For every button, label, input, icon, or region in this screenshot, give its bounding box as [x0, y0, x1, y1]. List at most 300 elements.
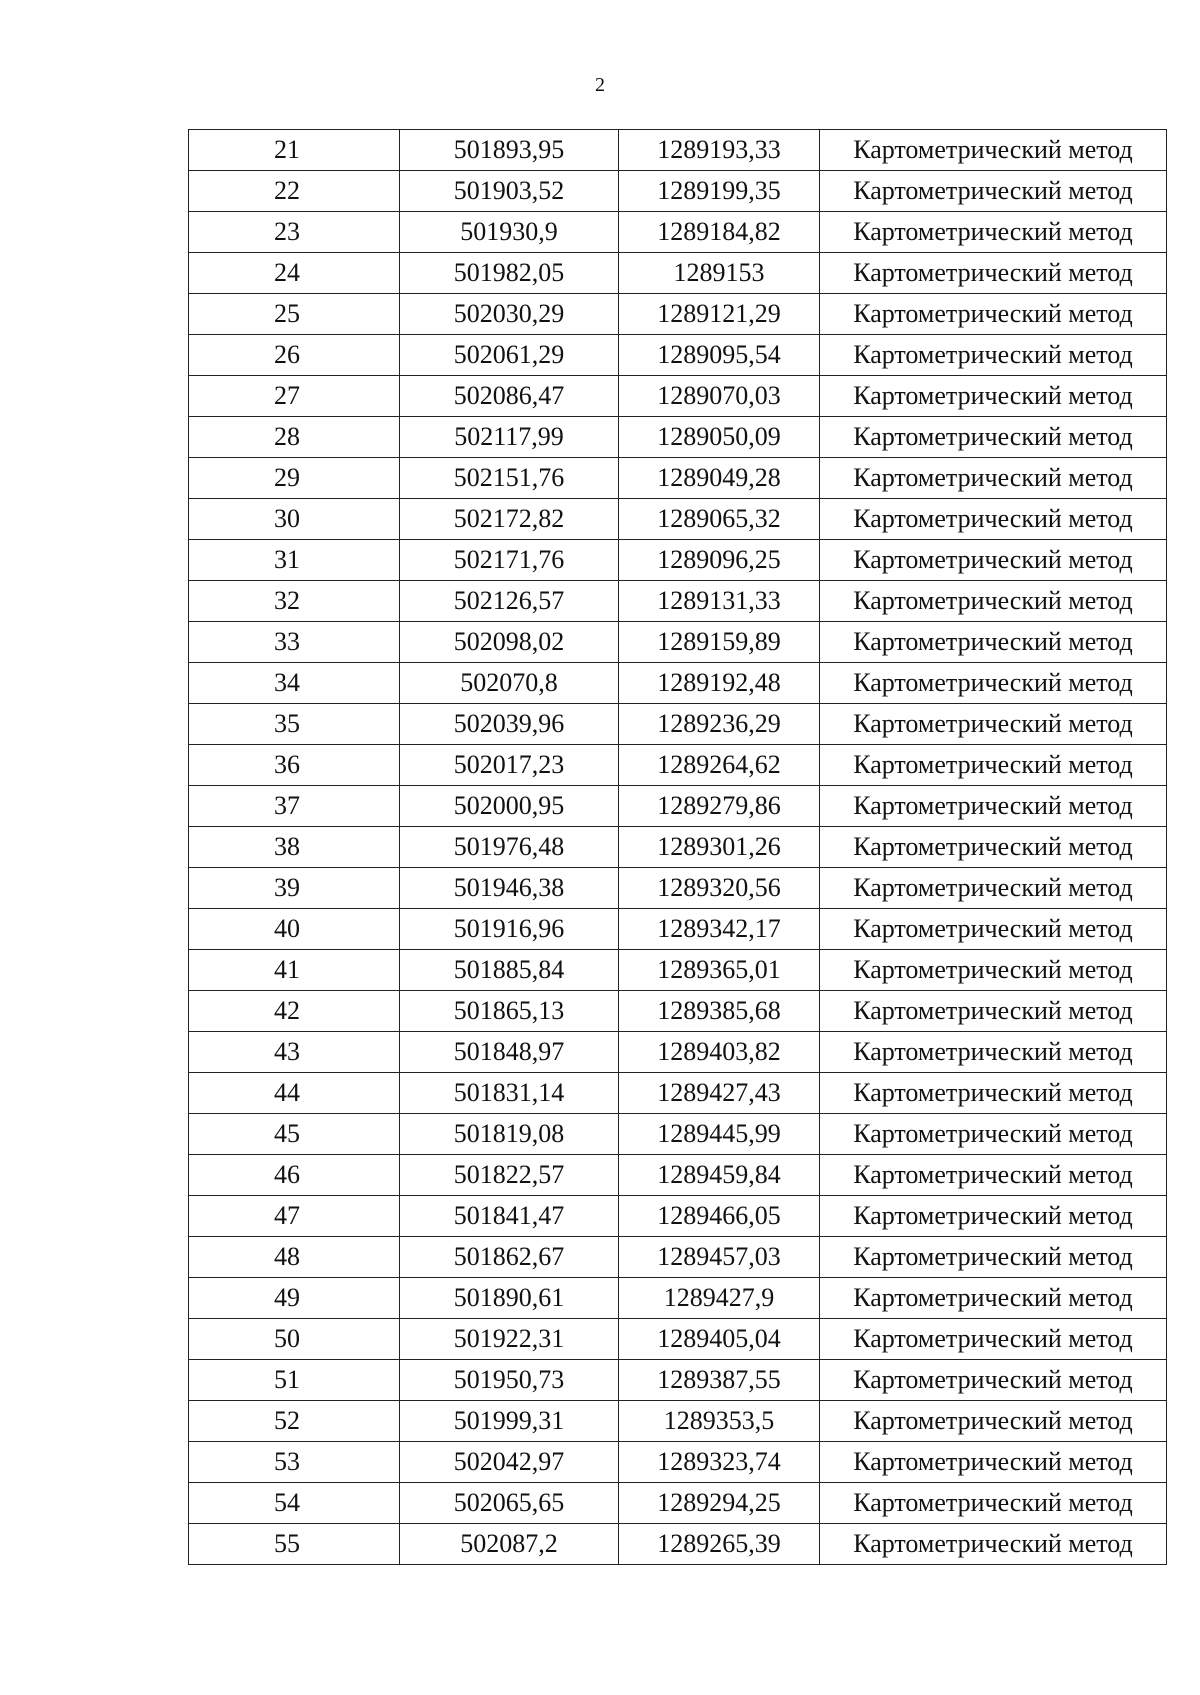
point-number-cell-text: 47 [274, 1201, 300, 1230]
point-number-cell-text: 27 [274, 381, 300, 410]
table-row [189, 1114, 1167, 1155]
y-coordinate-cell [619, 1032, 820, 1073]
point-number-cell [189, 1319, 400, 1360]
method-cell [820, 458, 1167, 499]
x-coordinate-cell-text: 502171,76 [453, 545, 565, 574]
x-coordinate-cell-text: 501946,38 [453, 873, 565, 902]
y-coordinate-cell-text: 1289385,68 [657, 996, 781, 1025]
point-number-cell [189, 376, 400, 417]
y-coordinate-cell [619, 540, 820, 581]
point-number-cell [189, 458, 400, 499]
y-coordinate-cell-text: 1289264,62 [657, 750, 781, 779]
y-coordinate-cell-text: 1289199,35 [657, 176, 781, 205]
table-row [189, 1237, 1167, 1278]
y-coordinate-cell [619, 868, 820, 909]
x-coordinate-cell [400, 663, 619, 704]
x-coordinate-cell [400, 212, 619, 253]
y-coordinate-cell [619, 991, 820, 1032]
x-coordinate-cell-text: 501982,05 [453, 258, 565, 287]
table-row [189, 991, 1167, 1032]
x-coordinate-cell [400, 499, 619, 540]
y-coordinate-cell-text: 1289427,43 [657, 1078, 781, 1107]
x-coordinate-cell-text: 502087,2 [460, 1529, 558, 1558]
x-coordinate-cell [400, 1114, 619, 1155]
point-number-cell [189, 950, 400, 991]
x-coordinate-cell [400, 1278, 619, 1319]
point-number-cell-text: 31 [274, 545, 300, 574]
y-coordinate-cell [619, 1319, 820, 1360]
point-number-cell-text: 23 [274, 217, 300, 246]
point-number-cell [189, 786, 400, 827]
y-coordinate-cell [619, 786, 820, 827]
x-coordinate-cell [400, 1442, 619, 1483]
table-row [189, 458, 1167, 499]
point-number-cell [189, 1360, 400, 1401]
y-coordinate-cell [619, 1155, 820, 1196]
x-coordinate-cell [400, 704, 619, 745]
x-coordinate-cell-text: 501950,73 [453, 1365, 565, 1394]
method-cell [820, 1483, 1167, 1524]
point-number-cell-text: 40 [274, 914, 300, 943]
method-cell [820, 827, 1167, 868]
table-row [189, 1401, 1167, 1442]
method-cell [820, 1319, 1167, 1360]
point-number-cell-text: 55 [274, 1529, 300, 1558]
y-coordinate-cell-text: 1289096,25 [657, 545, 781, 574]
y-coordinate-cell-text: 1289301,26 [657, 832, 781, 861]
x-coordinate-cell-text: 502126,57 [453, 586, 565, 615]
method-cell [820, 1073, 1167, 1114]
point-number-cell [189, 130, 400, 171]
y-coordinate-cell-text: 1289353,5 [663, 1406, 775, 1435]
x-coordinate-cell-text: 501916,96 [453, 914, 565, 943]
point-number-cell-text: 26 [274, 340, 300, 369]
point-number-cell-text: 46 [274, 1160, 300, 1189]
point-number-cell-text: 51 [274, 1365, 300, 1394]
point-number-cell [189, 499, 400, 540]
table-row [189, 1073, 1167, 1114]
method-cell-text: Картометрический метод [853, 873, 1133, 902]
x-coordinate-cell-text: 502065,65 [453, 1488, 565, 1517]
point-number-cell [189, 1483, 400, 1524]
method-cell-text: Картометрический метод [853, 1447, 1133, 1476]
x-coordinate-cell-text: 501865,13 [453, 996, 565, 1025]
table-row [189, 1483, 1167, 1524]
method-cell [820, 1114, 1167, 1155]
y-coordinate-cell-text: 1289365,01 [657, 955, 781, 984]
table-row [189, 663, 1167, 704]
method-cell [820, 417, 1167, 458]
table-row [189, 376, 1167, 417]
y-coordinate-cell [619, 1073, 820, 1114]
point-number-cell-text: 48 [274, 1242, 300, 1271]
point-number-cell [189, 1442, 400, 1483]
x-coordinate-cell-text: 502017,23 [453, 750, 565, 779]
method-cell-text: Картометрический метод [853, 1160, 1133, 1189]
x-coordinate-cell-text: 501890,61 [453, 1283, 565, 1312]
table-row [189, 581, 1167, 622]
y-coordinate-cell [619, 458, 820, 499]
point-number-cell-text: 52 [274, 1406, 300, 1435]
method-cell [820, 786, 1167, 827]
point-number-cell [189, 622, 400, 663]
y-coordinate-cell [619, 1278, 820, 1319]
point-number-cell [189, 991, 400, 1032]
x-coordinate-cell [400, 294, 619, 335]
y-coordinate-cell-text: 1289095,54 [657, 340, 781, 369]
table-row [189, 499, 1167, 540]
x-coordinate-cell [400, 1032, 619, 1073]
y-coordinate-cell-text: 1289457,03 [657, 1242, 781, 1271]
point-number-cell [189, 294, 400, 335]
x-coordinate-cell-text: 501999,31 [453, 1406, 565, 1435]
table-row [189, 704, 1167, 745]
y-coordinate-cell [619, 704, 820, 745]
method-cell-text: Картометрический метод [853, 1201, 1133, 1230]
y-coordinate-cell-text: 1289065,32 [657, 504, 781, 533]
x-coordinate-cell-text: 502086,47 [453, 381, 565, 410]
x-coordinate-cell-text: 501862,67 [453, 1242, 565, 1271]
method-cell [820, 581, 1167, 622]
point-number-cell [189, 253, 400, 294]
y-coordinate-cell [619, 1401, 820, 1442]
table-row [189, 1319, 1167, 1360]
x-coordinate-cell [400, 868, 619, 909]
table-row [189, 335, 1167, 376]
y-coordinate-cell-text: 1289184,82 [657, 217, 781, 246]
x-coordinate-cell [400, 991, 619, 1032]
y-coordinate-cell-text: 1289236,29 [657, 709, 781, 738]
method-cell-text: Картометрический метод [853, 381, 1133, 410]
point-number-cell [189, 868, 400, 909]
y-coordinate-cell [619, 1483, 820, 1524]
method-cell [820, 1155, 1167, 1196]
x-coordinate-cell [400, 458, 619, 499]
y-coordinate-cell-text: 1289323,74 [657, 1447, 781, 1476]
table-row [189, 909, 1167, 950]
method-cell [820, 909, 1167, 950]
point-number-cell-text: 24 [274, 258, 300, 287]
y-coordinate-cell [619, 909, 820, 950]
x-coordinate-cell [400, 540, 619, 581]
point-number-cell-text: 42 [274, 996, 300, 1025]
x-coordinate-cell [400, 909, 619, 950]
x-coordinate-cell [400, 950, 619, 991]
method-cell [820, 1524, 1167, 1565]
x-coordinate-cell [400, 376, 619, 417]
point-number-cell-text: 35 [274, 709, 300, 738]
point-number-cell [189, 1278, 400, 1319]
x-coordinate-cell [400, 1073, 619, 1114]
point-number-cell-text: 32 [274, 586, 300, 615]
method-cell-text: Картометрический метод [853, 545, 1133, 574]
y-coordinate-cell [619, 745, 820, 786]
y-coordinate-cell [619, 1196, 820, 1237]
x-coordinate-cell-text: 502098,02 [453, 627, 565, 656]
method-cell-text: Картометрический метод [853, 586, 1133, 615]
point-number-cell-text: 41 [274, 955, 300, 984]
method-cell-text: Картометрический метод [853, 627, 1133, 656]
method-cell [820, 622, 1167, 663]
method-cell-text: Картометрический метод [853, 217, 1133, 246]
table-row [189, 1032, 1167, 1073]
method-cell-text: Картометрический метод [853, 340, 1133, 369]
table-row [189, 950, 1167, 991]
method-cell-text: Картометрический метод [853, 258, 1133, 287]
table-row [189, 1360, 1167, 1401]
point-number-cell [189, 1237, 400, 1278]
point-number-cell [189, 212, 400, 253]
point-number-cell [189, 1114, 400, 1155]
table-row [189, 868, 1167, 909]
y-coordinate-cell-text: 1289131,33 [657, 586, 781, 615]
point-number-cell [189, 540, 400, 581]
method-cell-text: Картометрический метод [853, 709, 1133, 738]
method-cell-text: Картометрический метод [853, 135, 1133, 164]
point-number-cell [189, 1032, 400, 1073]
method-cell-text: Картометрический метод [853, 422, 1133, 451]
x-coordinate-cell [400, 1319, 619, 1360]
x-coordinate-cell [400, 130, 619, 171]
method-cell [820, 171, 1167, 212]
y-coordinate-cell-text: 1289049,28 [657, 463, 781, 492]
point-number-cell-text: 50 [274, 1324, 300, 1353]
y-coordinate-cell [619, 622, 820, 663]
y-coordinate-cell [619, 130, 820, 171]
method-cell [820, 991, 1167, 1032]
x-coordinate-cell [400, 1524, 619, 1565]
method-cell-text: Картометрический метод [853, 463, 1133, 492]
method-cell [820, 745, 1167, 786]
y-coordinate-cell-text: 1289265,39 [657, 1529, 781, 1558]
point-number-cell-text: 33 [274, 627, 300, 656]
method-cell-text: Картометрический метод [853, 1119, 1133, 1148]
table-row [189, 1196, 1167, 1237]
table-row [189, 417, 1167, 458]
point-number-cell [189, 581, 400, 622]
x-coordinate-cell [400, 745, 619, 786]
page-number: 2 [595, 74, 605, 96]
x-coordinate-cell-text: 501930,9 [460, 217, 558, 246]
table-row [189, 540, 1167, 581]
x-coordinate-cell-text: 502117,99 [454, 422, 564, 451]
method-cell-text: Картометрический метод [853, 996, 1133, 1025]
y-coordinate-cell-text: 1289427,9 [663, 1283, 775, 1312]
x-coordinate-cell-text: 501819,08 [453, 1119, 565, 1148]
x-coordinate-cell-text: 502070,8 [460, 668, 558, 697]
x-coordinate-cell [400, 335, 619, 376]
x-coordinate-cell-text: 502030,29 [453, 299, 565, 328]
x-coordinate-cell-text: 502042,97 [453, 1447, 565, 1476]
x-coordinate-cell-text: 501841,47 [453, 1201, 565, 1230]
x-coordinate-cell-text: 502172,82 [453, 504, 565, 533]
y-coordinate-cell-text: 1289159,89 [657, 627, 781, 656]
x-coordinate-cell-text: 501831,14 [453, 1078, 565, 1107]
point-number-cell-text: 37 [274, 791, 300, 820]
point-number-cell [189, 1073, 400, 1114]
method-cell [820, 212, 1167, 253]
point-number-cell-text: 44 [274, 1078, 300, 1107]
table-row [189, 786, 1167, 827]
method-cell [820, 1278, 1167, 1319]
x-coordinate-cell [400, 786, 619, 827]
y-coordinate-cell [619, 1442, 820, 1483]
y-coordinate-cell [619, 253, 820, 294]
point-number-cell-text: 43 [274, 1037, 300, 1066]
y-coordinate-cell-text: 1289403,82 [657, 1037, 781, 1066]
point-number-cell-text: 49 [274, 1283, 300, 1312]
method-cell-text: Картометрический метод [853, 955, 1133, 984]
point-number-cell [189, 417, 400, 458]
method-cell [820, 294, 1167, 335]
method-cell-text: Картометрический метод [853, 1242, 1133, 1271]
y-coordinate-cell [619, 376, 820, 417]
x-coordinate-cell-text: 502000,95 [453, 791, 565, 820]
y-coordinate-cell-text: 1289193,33 [657, 135, 781, 164]
method-cell-text: Картометрический метод [853, 832, 1133, 861]
x-coordinate-cell [400, 417, 619, 458]
coordinates-table-body [189, 130, 1167, 1565]
y-coordinate-cell [619, 212, 820, 253]
point-number-cell-text: 21 [274, 135, 300, 164]
x-coordinate-cell [400, 827, 619, 868]
method-cell [820, 1401, 1167, 1442]
y-coordinate-cell [619, 663, 820, 704]
y-coordinate-cell [619, 335, 820, 376]
y-coordinate-cell [619, 499, 820, 540]
table-row [189, 622, 1167, 663]
y-coordinate-cell-text: 1289459,84 [657, 1160, 781, 1189]
method-cell [820, 704, 1167, 745]
x-coordinate-cell-text: 501822,57 [453, 1160, 565, 1189]
point-number-cell-text: 28 [274, 422, 300, 451]
method-cell-text: Картометрический метод [853, 1324, 1133, 1353]
x-coordinate-cell-text: 502061,29 [453, 340, 565, 369]
method-cell-text: Картометрический метод [853, 1488, 1133, 1517]
x-coordinate-cell [400, 1237, 619, 1278]
method-cell-text: Картометрический метод [853, 1529, 1133, 1558]
method-cell-text: Картометрический метод [853, 176, 1133, 205]
y-coordinate-cell-text: 1289279,86 [657, 791, 781, 820]
method-cell [820, 540, 1167, 581]
method-cell [820, 335, 1167, 376]
y-coordinate-cell-text: 1289153 [673, 258, 765, 287]
table-row [189, 171, 1167, 212]
y-coordinate-cell [619, 827, 820, 868]
point-number-cell [189, 171, 400, 212]
method-cell [820, 663, 1167, 704]
point-number-cell-text: 34 [274, 668, 300, 697]
y-coordinate-cell-text: 1289445,99 [657, 1119, 781, 1148]
point-number-cell [189, 1401, 400, 1442]
y-coordinate-cell [619, 171, 820, 212]
x-coordinate-cell [400, 1401, 619, 1442]
point-number-cell [189, 745, 400, 786]
y-coordinate-cell [619, 581, 820, 622]
x-coordinate-cell [400, 581, 619, 622]
x-coordinate-cell-text: 501893,95 [453, 135, 565, 164]
y-coordinate-cell [619, 1360, 820, 1401]
y-coordinate-cell [619, 1114, 820, 1155]
x-coordinate-cell-text: 502039,96 [453, 709, 565, 738]
method-cell-text: Картометрический метод [853, 1037, 1133, 1066]
method-cell [820, 1032, 1167, 1073]
method-cell-text: Картометрический метод [853, 914, 1133, 943]
x-coordinate-cell [400, 1155, 619, 1196]
table-row [189, 745, 1167, 786]
method-cell [820, 376, 1167, 417]
x-coordinate-cell-text: 501885,84 [453, 955, 565, 984]
method-cell-text: Картометрический метод [853, 750, 1133, 779]
y-coordinate-cell-text: 1289342,17 [657, 914, 781, 943]
method-cell [820, 950, 1167, 991]
point-number-cell [189, 704, 400, 745]
point-number-cell-text: 39 [274, 873, 300, 902]
x-coordinate-cell [400, 1483, 619, 1524]
y-coordinate-cell-text: 1289121,29 [657, 299, 781, 328]
method-cell-text: Картометрический метод [853, 1406, 1133, 1435]
y-coordinate-cell-text: 1289466,05 [657, 1201, 781, 1230]
method-cell-text: Картометрический метод [853, 299, 1133, 328]
table-row [189, 212, 1167, 253]
x-coordinate-cell-text: 502151,76 [453, 463, 565, 492]
point-number-cell [189, 909, 400, 950]
x-coordinate-cell-text: 501903,52 [453, 176, 565, 205]
y-coordinate-cell-text: 1289405,04 [657, 1324, 781, 1353]
table-row [189, 827, 1167, 868]
x-coordinate-cell-text: 501848,97 [453, 1037, 565, 1066]
y-coordinate-cell-text: 1289294,25 [657, 1488, 781, 1517]
method-cell [820, 1237, 1167, 1278]
table-row [189, 1278, 1167, 1319]
y-coordinate-cell-text: 1289050,09 [657, 422, 781, 451]
coordinates-table [188, 129, 1167, 1565]
x-coordinate-cell [400, 1360, 619, 1401]
method-cell [820, 1196, 1167, 1237]
table-row [189, 1524, 1167, 1565]
point-number-cell-text: 25 [274, 299, 300, 328]
method-cell [820, 499, 1167, 540]
method-cell [820, 130, 1167, 171]
point-number-cell [189, 1524, 400, 1565]
y-coordinate-cell [619, 294, 820, 335]
point-number-cell-text: 30 [274, 504, 300, 533]
point-number-cell [189, 1196, 400, 1237]
point-number-cell-text: 36 [274, 750, 300, 779]
point-number-cell [189, 663, 400, 704]
table-row [189, 294, 1167, 335]
table-row [189, 1155, 1167, 1196]
y-coordinate-cell [619, 417, 820, 458]
point-number-cell-text: 54 [274, 1488, 300, 1517]
y-coordinate-cell-text: 1289192,48 [657, 668, 781, 697]
y-coordinate-cell [619, 1237, 820, 1278]
method-cell-text: Картометрический метод [853, 668, 1133, 697]
table-row [189, 130, 1167, 171]
y-coordinate-cell-text: 1289070,03 [657, 381, 781, 410]
y-coordinate-cell-text: 1289387,55 [657, 1365, 781, 1394]
point-number-cell [189, 1155, 400, 1196]
table-row [189, 253, 1167, 294]
method-cell [820, 1442, 1167, 1483]
method-cell [820, 1360, 1167, 1401]
method-cell-text: Картометрический метод [853, 1283, 1133, 1312]
point-number-cell-text: 29 [274, 463, 300, 492]
x-coordinate-cell-text: 501976,48 [453, 832, 565, 861]
method-cell-text: Картометрический метод [853, 1365, 1133, 1394]
y-coordinate-cell [619, 950, 820, 991]
point-number-cell [189, 827, 400, 868]
